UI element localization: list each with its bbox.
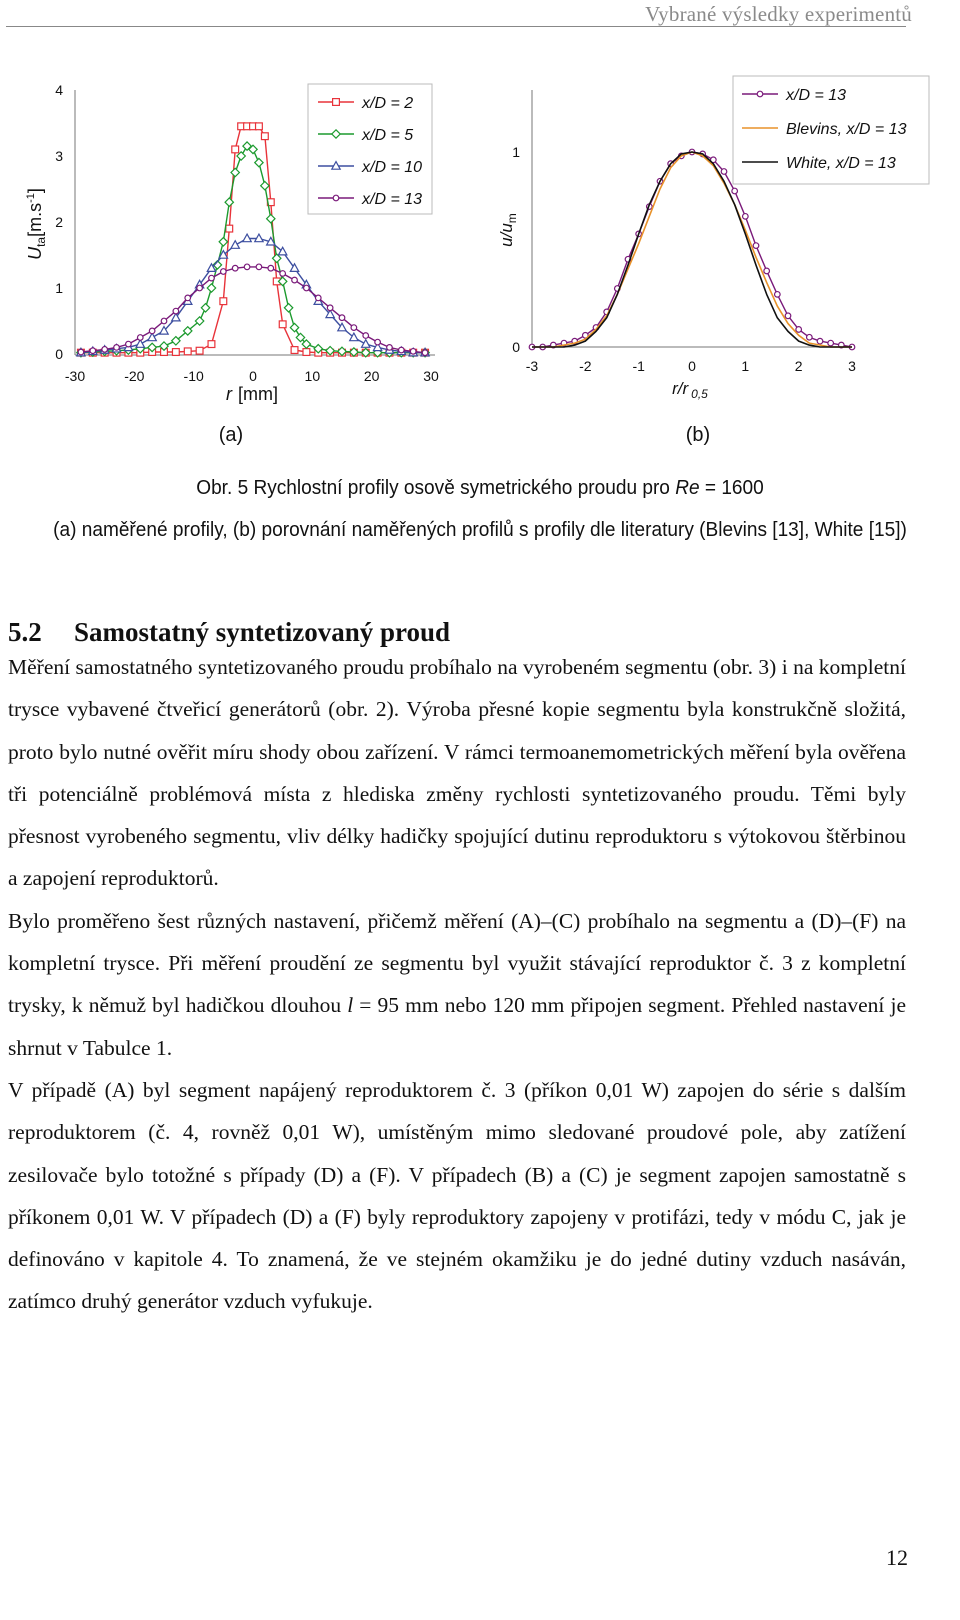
chart-b-x-tick-label: 0 bbox=[688, 358, 696, 374]
chart-a-series-1-point bbox=[208, 341, 215, 348]
chart-a-series-1-point bbox=[291, 347, 298, 354]
chart-a-legend-label: x/D = 13 bbox=[362, 191, 423, 208]
chart-a-series-3-point bbox=[231, 241, 239, 249]
chart-a-series-line-3 bbox=[81, 239, 425, 353]
chart-b-x-tick-label: -3 bbox=[525, 358, 539, 374]
chart-a-series-4-point bbox=[244, 264, 250, 270]
chart-a-panel-label: (a) bbox=[218, 424, 244, 446]
figure-5 bbox=[0, 30, 960, 455]
chart-a-legend-marker bbox=[333, 195, 339, 201]
chart-a-y-tick-label: 0 bbox=[55, 346, 63, 362]
chart-a-series-4-point bbox=[363, 333, 369, 339]
chart-b-series-1-point bbox=[785, 313, 791, 319]
chart-a-series-1-point bbox=[196, 347, 203, 354]
chart-b-x-tick-label: -1 bbox=[632, 358, 645, 374]
chart-b-y-tick-label: 1 bbox=[512, 144, 520, 160]
chart-b-x-tick-label: 1 bbox=[741, 358, 750, 374]
section-heading: 5.2 Samostatný syntetizovaný proud bbox=[8, 617, 451, 647]
chart-a-series-2-point bbox=[201, 304, 209, 312]
chart-a-x-tick-label: -20 bbox=[124, 368, 145, 384]
chart-a-series-4-point bbox=[292, 277, 298, 283]
chart-a-series-1-point bbox=[303, 349, 310, 356]
chart-a-series-4-point bbox=[268, 265, 274, 271]
chart-a-legend-label: x/D = 10 bbox=[362, 159, 423, 176]
chart-a-xlabel: r [mm] bbox=[226, 384, 278, 404]
chart-a-y-tick-label: 1 bbox=[55, 280, 63, 296]
chart-a-x-tick-label: -30 bbox=[64, 368, 86, 384]
chart-b-ylabel: $u/u_m$ bbox=[497, 213, 519, 247]
chart-a-series-4-point bbox=[90, 348, 96, 354]
body-text bbox=[8, 646, 906, 1323]
chart-a-series-1-point bbox=[220, 298, 227, 305]
chart-b-y-tick-label: 0 bbox=[512, 339, 520, 355]
chart-a-legend-label: x/D = 2 bbox=[362, 95, 414, 112]
chart-b-legend-label: x/D = 13 bbox=[786, 87, 847, 104]
chart-b-series-1-point bbox=[743, 214, 749, 220]
chart-a-series-4-point bbox=[102, 347, 108, 353]
chart-b-x-tick-label: 2 bbox=[794, 358, 803, 374]
chart-a-series-4-point bbox=[422, 350, 428, 356]
chart-b-series-1-point bbox=[721, 169, 727, 175]
chart-a-series-2-point bbox=[267, 215, 275, 223]
figure-caption-line1: Obr. 5 Rychlostní profily osově symetrického proudu pro Re = 1600 bbox=[196, 476, 764, 499]
chart-a bbox=[25, 82, 439, 446]
chart-b-series-1-point bbox=[732, 188, 738, 194]
chart-a-series-4-point bbox=[315, 295, 321, 301]
chart-a-series-2-point bbox=[231, 168, 239, 176]
chart-b-legend-label: White, x/D = 13 bbox=[786, 155, 896, 172]
chart-a-ylabel: $U_{ta}[m.s^{-1}]$ bbox=[25, 188, 48, 260]
chart-a-series-4-point bbox=[399, 347, 405, 353]
chart-b-series-1-point bbox=[817, 338, 823, 344]
figure-caption-line2: (a) naměřené profily, (b) porovnání naměřených profilů s profily dle literatury (Blevins [13], White [15]) bbox=[53, 518, 907, 541]
chart-a-series-2-point bbox=[207, 284, 215, 292]
chart-a-y-tick-label: 4 bbox=[55, 82, 63, 98]
chart-a-series-4-point bbox=[304, 285, 310, 291]
chart-a-series-1-point bbox=[256, 123, 263, 130]
chart-a-x-tick-label: 20 bbox=[363, 368, 380, 384]
paragraph-3: V případě (A) byl segment napájený reproduktorem č. 3 (příkon 0,01 W) zapojen do série s dalším reproduktorem (č. 4, rovněž 0,01 W), umístěným mimo sledované proudové pole, aby zatížení zesilovače bylo totožné s případy (D) a (F). V případech (B) a (C) je segment zapojen samostatně s příkonem 0,01 W. V případech (D) a (F) byly reproduktory zapojeny v protifázi, tedy v módu C, jak je definováno v kapitole 4. To znamená, že ve stejném okamžiku je do jedné dutiny vzduch nasáván, zatímco druhý generátor vzduch vyfukuje. bbox=[8, 1077, 906, 1314]
chart-a-series-4-point bbox=[256, 264, 262, 270]
chart-b bbox=[497, 76, 929, 446]
chart-a-series-4-point bbox=[387, 345, 393, 351]
chart-a-series-4-point bbox=[197, 285, 203, 291]
chart-b-series-1-point bbox=[753, 243, 759, 249]
paragraph-2: Bylo proměřeno šest různých nastavení, přičemž měření (A)–(C) probíhalo na segmentu a (D)–(F) na kompletní trysce. Při měření proudění ze segmentu byl využit stávající reproduktor č. 3 z kompletní trysky, k němuž byl hadičkou dlouhou l = 95 mm nebo 120 mm připojen segment. Přehled nastavení je shrnut v Tabulce 1. bbox=[8, 908, 906, 1060]
chart-b-series-1-point bbox=[828, 340, 834, 346]
chart-a-series-2-point bbox=[225, 198, 233, 206]
chart-a-series-4-point bbox=[114, 345, 120, 351]
chart-a-y-tick-label: 2 bbox=[55, 214, 63, 230]
chart-a-series-1-point bbox=[184, 348, 191, 355]
chart-a-legend-marker bbox=[333, 99, 340, 106]
chart-a-series-4-point bbox=[173, 308, 179, 314]
chart-b-series-1-point bbox=[796, 327, 802, 333]
chart-a-series-4-point bbox=[161, 318, 167, 324]
chart-b-x-tick-label: 3 bbox=[848, 358, 856, 374]
chart-a-series-4-point bbox=[221, 269, 227, 275]
page-number: 12 bbox=[886, 1545, 908, 1570]
chart-a-series-1-point bbox=[232, 146, 239, 153]
chart-a-x-tick-label: 30 bbox=[423, 368, 439, 384]
paragraph-1: Měření samostatného syntetizovaného proudu probíhalo na vyrobeném segmentu (obr. 3) i na kompletní trysce vybavené čtveřicí generátorů (obr. 2). Výroba přesné kopie segmentu byla konstrukčně složitá, proto bylo nutné ověřit míru shody obou zařízení. V rámci termoanemometrických měření byla ověřena tři potenciálně problémová místa z hlediska změny rychlosti syntetizovaného proudu. Těmi byly přesnost vyrobeného segmentu, vliv délky hadičky spojující dutinu reproduktoru s výtokovou štěrbinou a zapojení reproduktorů. bbox=[8, 655, 906, 891]
chart-a-series-line-4 bbox=[81, 267, 425, 353]
chart-b-series-1-point bbox=[764, 268, 770, 274]
chart-b-series-1-point bbox=[807, 334, 813, 340]
chart-a-x-tick-label: 10 bbox=[304, 368, 321, 384]
chart-a-series-4-point bbox=[126, 341, 132, 347]
chart-a-y-tick-label: 3 bbox=[55, 148, 63, 164]
chart-a-series-1-point bbox=[172, 349, 179, 356]
chart-a-series-1-point bbox=[226, 225, 233, 232]
chart-a-series-2-point bbox=[290, 323, 298, 331]
chart-a-series-4-point bbox=[137, 335, 143, 341]
chart-a-legend-label: x/D = 5 bbox=[362, 127, 414, 144]
chart-b-x-tick-label: -2 bbox=[579, 358, 592, 374]
chart-a-series-2-point bbox=[284, 304, 292, 312]
chart-b-panel-label: (b) bbox=[685, 424, 711, 446]
chart-a-series-4-point bbox=[375, 339, 381, 345]
chart-b-legend-marker bbox=[757, 91, 763, 97]
chart-a-legend bbox=[308, 84, 432, 214]
chart-a-series-4-point bbox=[280, 271, 286, 277]
chart-a-x-tick-label: 0 bbox=[249, 368, 257, 384]
chart-a-series-2-point bbox=[261, 182, 269, 190]
chart-b-legend bbox=[733, 76, 929, 184]
chart-a-series-4-point bbox=[410, 349, 416, 355]
chart-a-series-1-point bbox=[279, 321, 286, 328]
chart-a-series-2-point bbox=[219, 238, 227, 246]
chart-a-series-4-point bbox=[149, 328, 155, 334]
chart-a-series-4-point bbox=[339, 315, 345, 321]
chart-a-series-2-point bbox=[255, 158, 263, 166]
chart-b-series-1-point bbox=[775, 292, 781, 298]
chart-a-x-tick-label: -10 bbox=[183, 368, 204, 384]
chart-a-series-4-point bbox=[78, 349, 84, 355]
chart-a-series-4-point bbox=[351, 325, 357, 331]
chart-a-series-4-point bbox=[185, 295, 191, 301]
chart-a-series-4-point bbox=[209, 275, 215, 281]
chart-b-xlabel: r/r $_{0,5}$ bbox=[672, 379, 708, 401]
chart-a-series-1-point bbox=[261, 133, 268, 140]
chart-a-series-4-point bbox=[232, 265, 238, 271]
header-rule bbox=[6, 26, 906, 27]
chart-b-legend-label: Blevins, x/D = 13 bbox=[786, 121, 907, 138]
chart-a-series-4-point bbox=[327, 305, 333, 311]
running-header: Vybrané výsledky experimentů bbox=[645, 2, 912, 26]
chart-a-series-3-point bbox=[362, 340, 370, 348]
